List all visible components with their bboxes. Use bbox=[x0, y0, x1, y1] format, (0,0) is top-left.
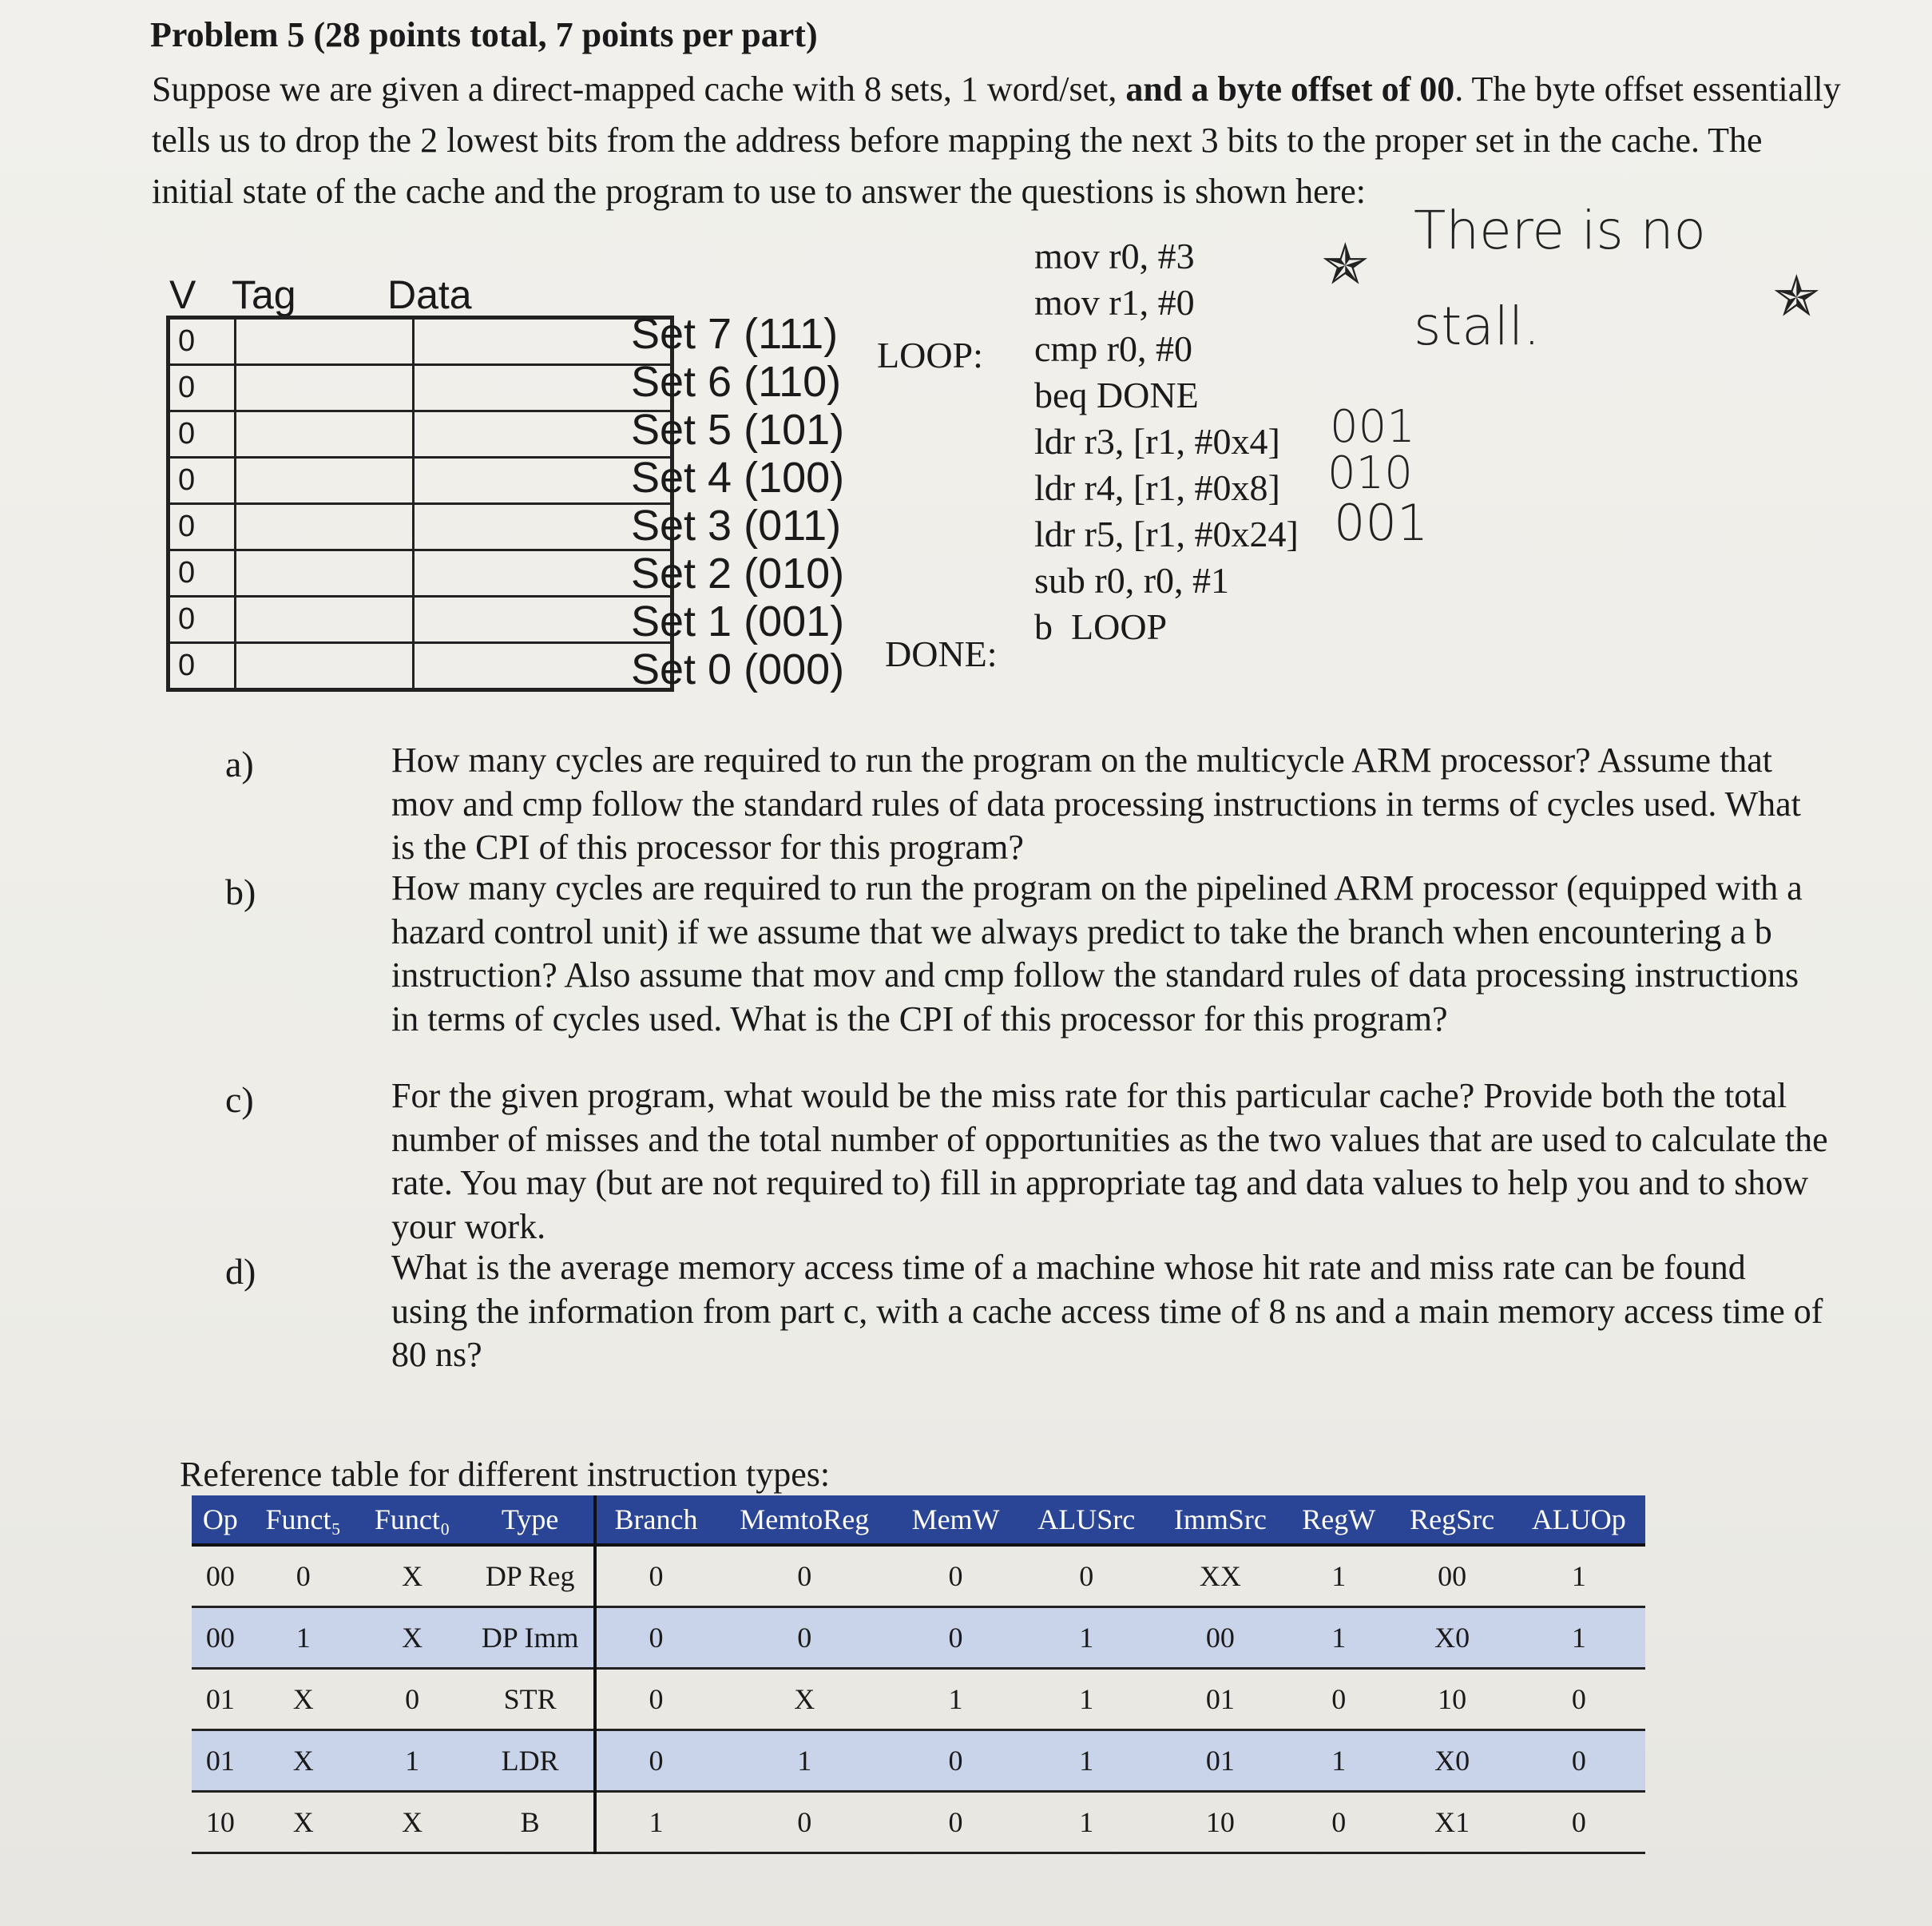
reference-cell: DP Imm bbox=[466, 1607, 595, 1669]
reference-cell: 0 bbox=[595, 1730, 716, 1792]
reference-header-cell: Branch bbox=[595, 1495, 716, 1545]
reference-cell: X bbox=[249, 1730, 358, 1792]
cache-tag-cell bbox=[236, 643, 414, 690]
code-line: beq DONE bbox=[1034, 375, 1199, 415]
reference-cell: 0 bbox=[894, 1607, 1018, 1669]
code-line: ldr r5, [r1, #0x24] bbox=[1034, 514, 1299, 554]
reference-header-cell: MemtoReg bbox=[716, 1495, 894, 1545]
cache-set-label: Set 5 (101) bbox=[631, 406, 845, 454]
cache-valid-bit: 0 bbox=[169, 365, 236, 411]
reference-cell: 0 bbox=[1286, 1669, 1392, 1730]
reference-cell: 0 bbox=[894, 1730, 1018, 1792]
reference-cell: X0 bbox=[1392, 1607, 1513, 1669]
cache-tag-cell bbox=[236, 504, 414, 550]
reference-cell: B bbox=[466, 1792, 595, 1853]
reference-cell: 0 bbox=[1286, 1792, 1392, 1853]
intro-text-bold: and a byte offset of 00 bbox=[1125, 69, 1455, 109]
reference-header-cell: RegW bbox=[1286, 1495, 1392, 1545]
code-line: mov r1, #0 bbox=[1034, 282, 1195, 323]
reference-cell: 1 bbox=[1513, 1607, 1645, 1669]
reference-cell: 1 bbox=[1018, 1792, 1155, 1853]
reference-cell: X bbox=[716, 1669, 894, 1730]
cache-set-label: Set 2 (010) bbox=[631, 550, 845, 598]
reference-cell: 0 bbox=[894, 1545, 1018, 1607]
reference-header-cell: MemW bbox=[894, 1495, 1018, 1545]
reference-row bbox=[192, 1792, 1645, 1853]
reference-cell: 00 bbox=[1392, 1545, 1513, 1607]
cache-valid-bit: 0 bbox=[169, 550, 236, 597]
cache-set-label: Set 3 (011) bbox=[631, 502, 842, 550]
reference-cell: 1 bbox=[1513, 1545, 1645, 1607]
reference-cell: STR bbox=[466, 1669, 595, 1730]
cache-valid-bit: 0 bbox=[169, 411, 236, 458]
reference-row bbox=[192, 1607, 1645, 1669]
reference-header-cell: ALUSrc bbox=[1018, 1495, 1155, 1545]
cache-row bbox=[169, 365, 672, 411]
cache-valid-bit: 0 bbox=[169, 597, 236, 643]
reference-cell: 1 bbox=[595, 1792, 716, 1853]
handwritten-note-line2: stall. bbox=[1414, 296, 1541, 357]
question-c-text: For the given program, what would be the miss rate for this particular cache? Provide both the total number of misses and the total number of opportunities as the two values that are used to calculate the rate. You may (but are not required to) fill in appropriate tag and data values to help you and to show your work. bbox=[391, 1076, 1828, 1246]
handwritten-note-line1: There is no bbox=[1414, 200, 1706, 261]
cache-set-label: Set 1 (001) bbox=[631, 598, 845, 645]
reference-cell: 01 bbox=[192, 1730, 249, 1792]
cache-tag-cell bbox=[236, 318, 414, 365]
handwritten-annotation-2: 010 bbox=[1327, 447, 1413, 499]
cache-set-label: Set 0 (000) bbox=[631, 645, 845, 693]
reference-header-cell: Funct₅ bbox=[249, 1495, 358, 1545]
question-c-letter: c) bbox=[225, 1079, 254, 1120]
cache-header-data: Data bbox=[387, 272, 472, 317]
reference-row bbox=[192, 1669, 1645, 1730]
cache-tag-cell bbox=[236, 550, 414, 597]
problem-title: Problem 5 (28 points total, 7 points per part) bbox=[150, 15, 818, 54]
reference-cell: 0 bbox=[1513, 1730, 1645, 1792]
reference-cell: 0 bbox=[716, 1607, 894, 1669]
code-line: b LOOP bbox=[1034, 606, 1168, 647]
code-line: cmp r0, #0 bbox=[1034, 328, 1193, 369]
question-d-text: What is the average memory access time of a machine whose hit rate and miss rate can be found using the information from part c, with a cache access time of 8 ns and a main memory access time of 80 ns? bbox=[391, 1248, 1823, 1375]
reference-cell: 0 bbox=[1513, 1792, 1645, 1853]
reference-cell: 01 bbox=[1155, 1669, 1286, 1730]
reference-cell: 1 bbox=[1018, 1607, 1155, 1669]
reference-cell: LDR bbox=[466, 1730, 595, 1792]
cache-set-label: Set 6 (110) bbox=[631, 358, 842, 406]
reference-cell: X bbox=[249, 1669, 358, 1730]
reference-cell: 0 bbox=[1513, 1669, 1645, 1730]
reference-cell: 0 bbox=[595, 1669, 716, 1730]
reference-cell: X bbox=[358, 1607, 466, 1669]
reference-cell: 00 bbox=[192, 1545, 249, 1607]
reference-cell: 0 bbox=[716, 1792, 894, 1853]
cache-set-label: Set 7 (111) bbox=[631, 310, 839, 358]
reference-cell: X0 bbox=[1392, 1730, 1513, 1792]
cache-tag-cell bbox=[236, 365, 414, 411]
reference-cell: 00 bbox=[1155, 1607, 1286, 1669]
question-a-text: How many cycles are required to run the program on the multicycle ARM processor? Assume that mov and cmp follow the standard rules of data processing instructions in terms of cycles used. What is the CPI of this processor for this program? bbox=[391, 741, 1801, 868]
reference-table bbox=[192, 1495, 1645, 1854]
reference-cell: X bbox=[358, 1545, 466, 1607]
cache-set-label: Set 4 (100) bbox=[631, 454, 845, 502]
reference-caption: Reference table for different instruction types: bbox=[180, 1455, 831, 1494]
cache-row bbox=[169, 458, 672, 504]
loop-label: LOOP: bbox=[877, 335, 983, 375]
code-line: ldr r4, [r1, #0x8] bbox=[1034, 467, 1280, 508]
question-a-letter: a) bbox=[225, 744, 254, 784]
reference-cell: X1 bbox=[1392, 1792, 1513, 1853]
cache-row bbox=[169, 550, 672, 597]
reference-cell: 0 bbox=[595, 1545, 716, 1607]
reference-cell: DP Reg bbox=[466, 1545, 595, 1607]
question-b-letter: b) bbox=[225, 872, 256, 912]
reference-header-cell: RegSrc bbox=[1392, 1495, 1513, 1545]
cache-header-v: V bbox=[169, 272, 196, 317]
reference-header-cell: Type bbox=[466, 1495, 595, 1545]
cache-row bbox=[169, 643, 672, 690]
reference-cell: 1 bbox=[894, 1669, 1018, 1730]
handwritten-star-left: ✯ bbox=[1322, 232, 1369, 297]
reference-header-cell: ImmSrc bbox=[1155, 1495, 1286, 1545]
question-d-letter: d) bbox=[225, 1251, 256, 1292]
reference-cell: 1 bbox=[1286, 1607, 1392, 1669]
cache-valid-bit: 0 bbox=[169, 458, 236, 504]
cache-row bbox=[169, 318, 672, 365]
reference-cell: 1 bbox=[358, 1730, 466, 1792]
reference-header-cell: Funct₀ bbox=[358, 1495, 466, 1545]
reference-cell: XX bbox=[1155, 1545, 1286, 1607]
code-line: ldr r3, [r1, #0x4] bbox=[1034, 421, 1280, 462]
reference-cell: 0 bbox=[595, 1607, 716, 1669]
handwritten-star-right: ✯ bbox=[1773, 264, 1820, 329]
reference-cell: 0 bbox=[249, 1545, 358, 1607]
cache-valid-bit: 0 bbox=[169, 504, 236, 550]
handwritten-annotation-1: 001 bbox=[1330, 401, 1415, 453]
cache-set-labels bbox=[631, 310, 844, 693]
intro-text-2: . The byte offset essentially tells us to drop the 2 lowest bits from the address before mapping the next 3 bits to the proper set in the cache. The initial state of the cache and the program to use to answer the questions is shown here: bbox=[152, 69, 1841, 211]
reference-header-cell: Op bbox=[192, 1495, 249, 1545]
cache-tag-cell bbox=[236, 597, 414, 643]
reference-header-cell: ALUOp bbox=[1513, 1495, 1645, 1545]
cache-row bbox=[169, 597, 672, 643]
cache-valid-bit: 0 bbox=[169, 643, 236, 690]
cache-valid-bit: 0 bbox=[169, 318, 236, 365]
reference-cell: 0 bbox=[358, 1669, 466, 1730]
code-line: mov r0, #3 bbox=[1034, 236, 1195, 276]
reference-cell: 0 bbox=[716, 1545, 894, 1607]
cache-row bbox=[169, 411, 672, 458]
problem-intro bbox=[152, 64, 1845, 216]
reference-cell: 1 bbox=[1018, 1669, 1155, 1730]
program-code bbox=[1034, 233, 1299, 650]
cache-row bbox=[169, 504, 672, 550]
reference-cell: 1 bbox=[1018, 1730, 1155, 1792]
reference-cell: 01 bbox=[192, 1669, 249, 1730]
reference-cell: 0 bbox=[894, 1792, 1018, 1853]
reference-cell: 0 bbox=[1018, 1545, 1155, 1607]
reference-cell: 10 bbox=[1392, 1669, 1513, 1730]
reference-cell: X bbox=[358, 1792, 466, 1853]
reference-cell: 01 bbox=[1155, 1730, 1286, 1792]
code-line: sub r0, r0, #1 bbox=[1034, 560, 1230, 601]
reference-cell: 10 bbox=[1155, 1792, 1286, 1853]
reference-cell: 1 bbox=[716, 1730, 894, 1792]
reference-cell: 00 bbox=[192, 1607, 249, 1669]
reference-cell: X bbox=[249, 1792, 358, 1853]
reference-cell: 10 bbox=[192, 1792, 249, 1853]
reference-row bbox=[192, 1730, 1645, 1792]
reference-cell: 1 bbox=[1286, 1545, 1392, 1607]
intro-text-1: Suppose we are given a direct-mapped cache with 8 sets, 1 word/set, bbox=[152, 69, 1126, 109]
cache-header-tag: Tag bbox=[232, 272, 296, 317]
cache-table bbox=[166, 316, 674, 692]
reference-row bbox=[192, 1545, 1645, 1607]
question-b-text: How many cycles are required to run the program on the pipelined ARM processor (equipped with a hazard control unit) if we assume that we always predict to take the branch when encountering a b instruction? Also assume that mov and cmp follow the standard rules of data processing instructions in terms of cycles used. What is the CPI of this processor for this program? bbox=[391, 868, 1803, 1038]
cache-tag-cell bbox=[236, 458, 414, 504]
reference-cell: 1 bbox=[1286, 1730, 1392, 1792]
reference-cell: 1 bbox=[249, 1607, 358, 1669]
cache-tag-cell bbox=[236, 411, 414, 458]
done-label: DONE: bbox=[885, 633, 998, 674]
handwritten-annotation-3: 001 bbox=[1334, 494, 1429, 552]
